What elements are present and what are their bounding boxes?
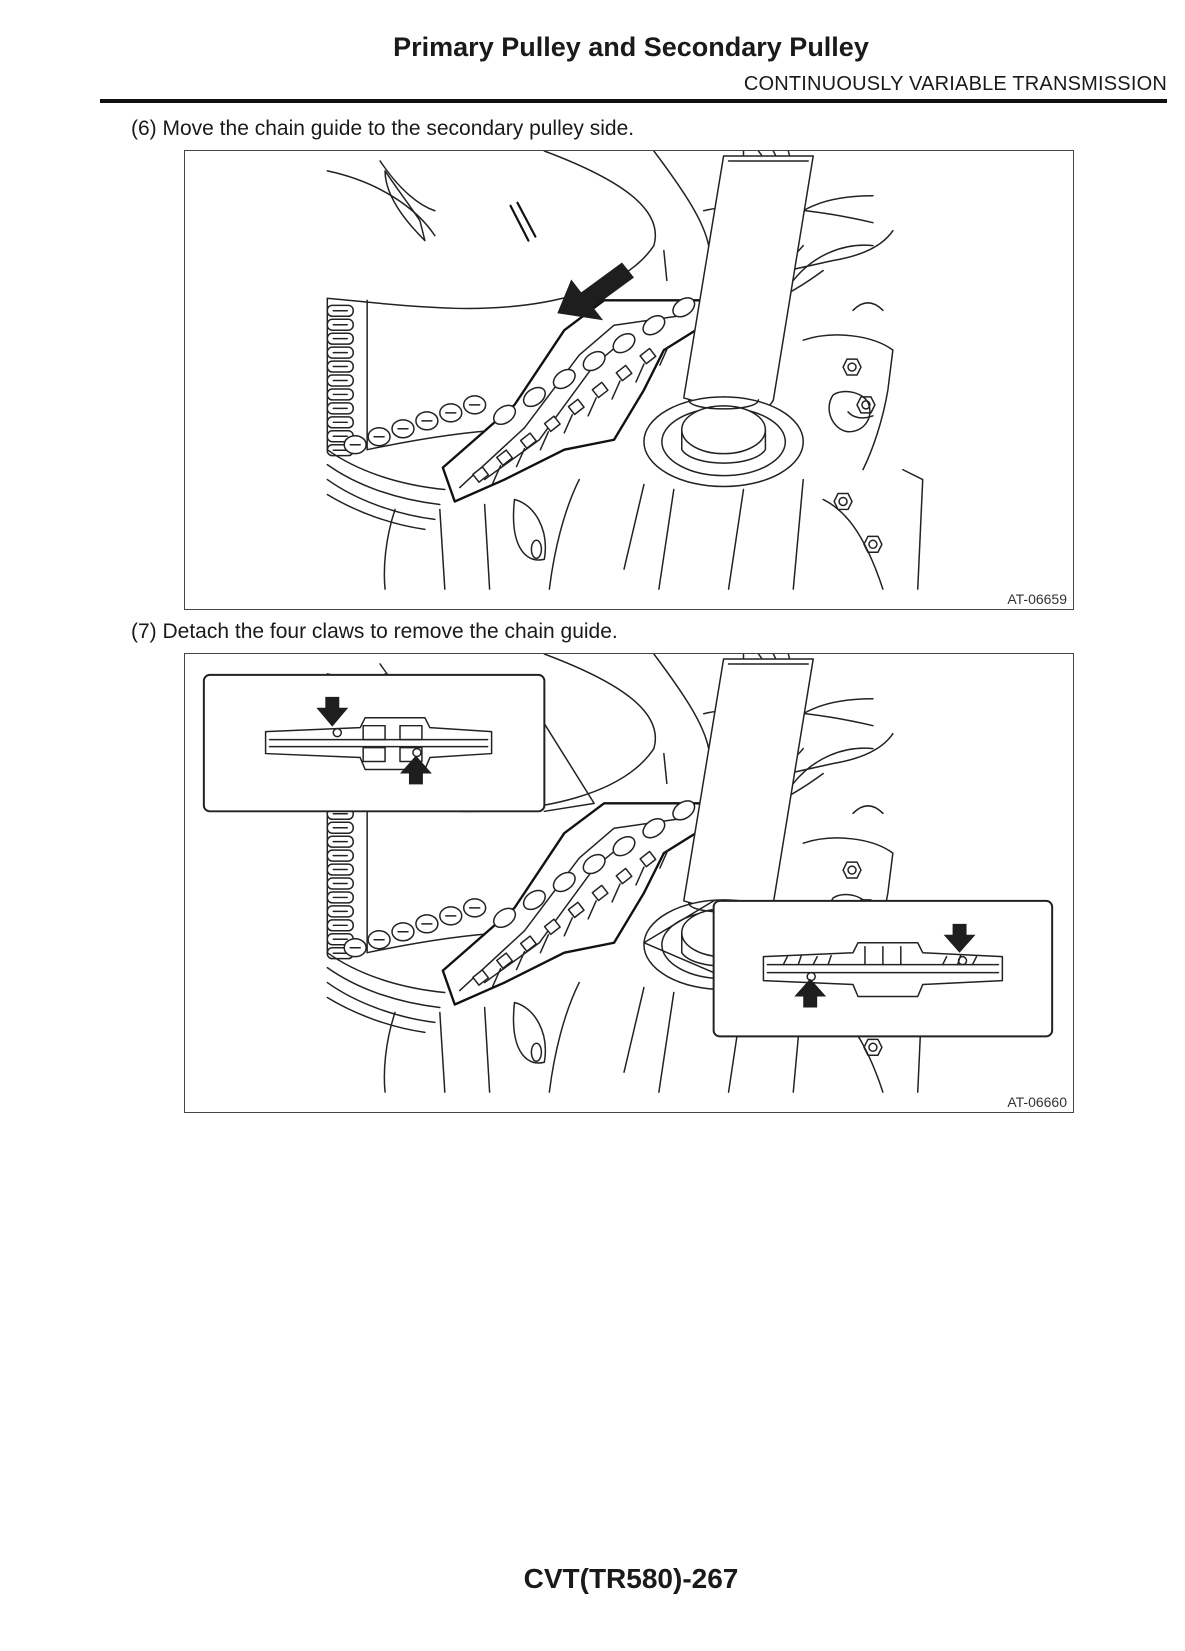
figure-step-6 <box>184 150 1074 610</box>
section-title: CONTINUOUSLY VARIABLE TRANSMISSION <box>743 73 1167 95</box>
header-rule <box>100 99 1167 103</box>
page-title: Primary Pulley and Secondary Pulley <box>393 32 869 62</box>
transmission-drawing <box>327 151 922 589</box>
step-6-text: (6) Move the chain guide to the secondary pulley side. <box>131 117 635 140</box>
inset-claw-detail-top <box>204 675 594 811</box>
figure-step-7 <box>184 653 1074 1113</box>
figure-id: AT-06660 <box>1007 1094 1067 1110</box>
page-number: CVT(TR580)-267 <box>523 1563 739 1594</box>
claw-detail-illustration <box>185 654 1073 1112</box>
figure-id: AT-06659 <box>1007 591 1067 607</box>
chain-guide-illustration <box>185 151 1073 609</box>
step-7-text: (7) Detach the four claws to remove the chain guide. <box>131 620 618 643</box>
